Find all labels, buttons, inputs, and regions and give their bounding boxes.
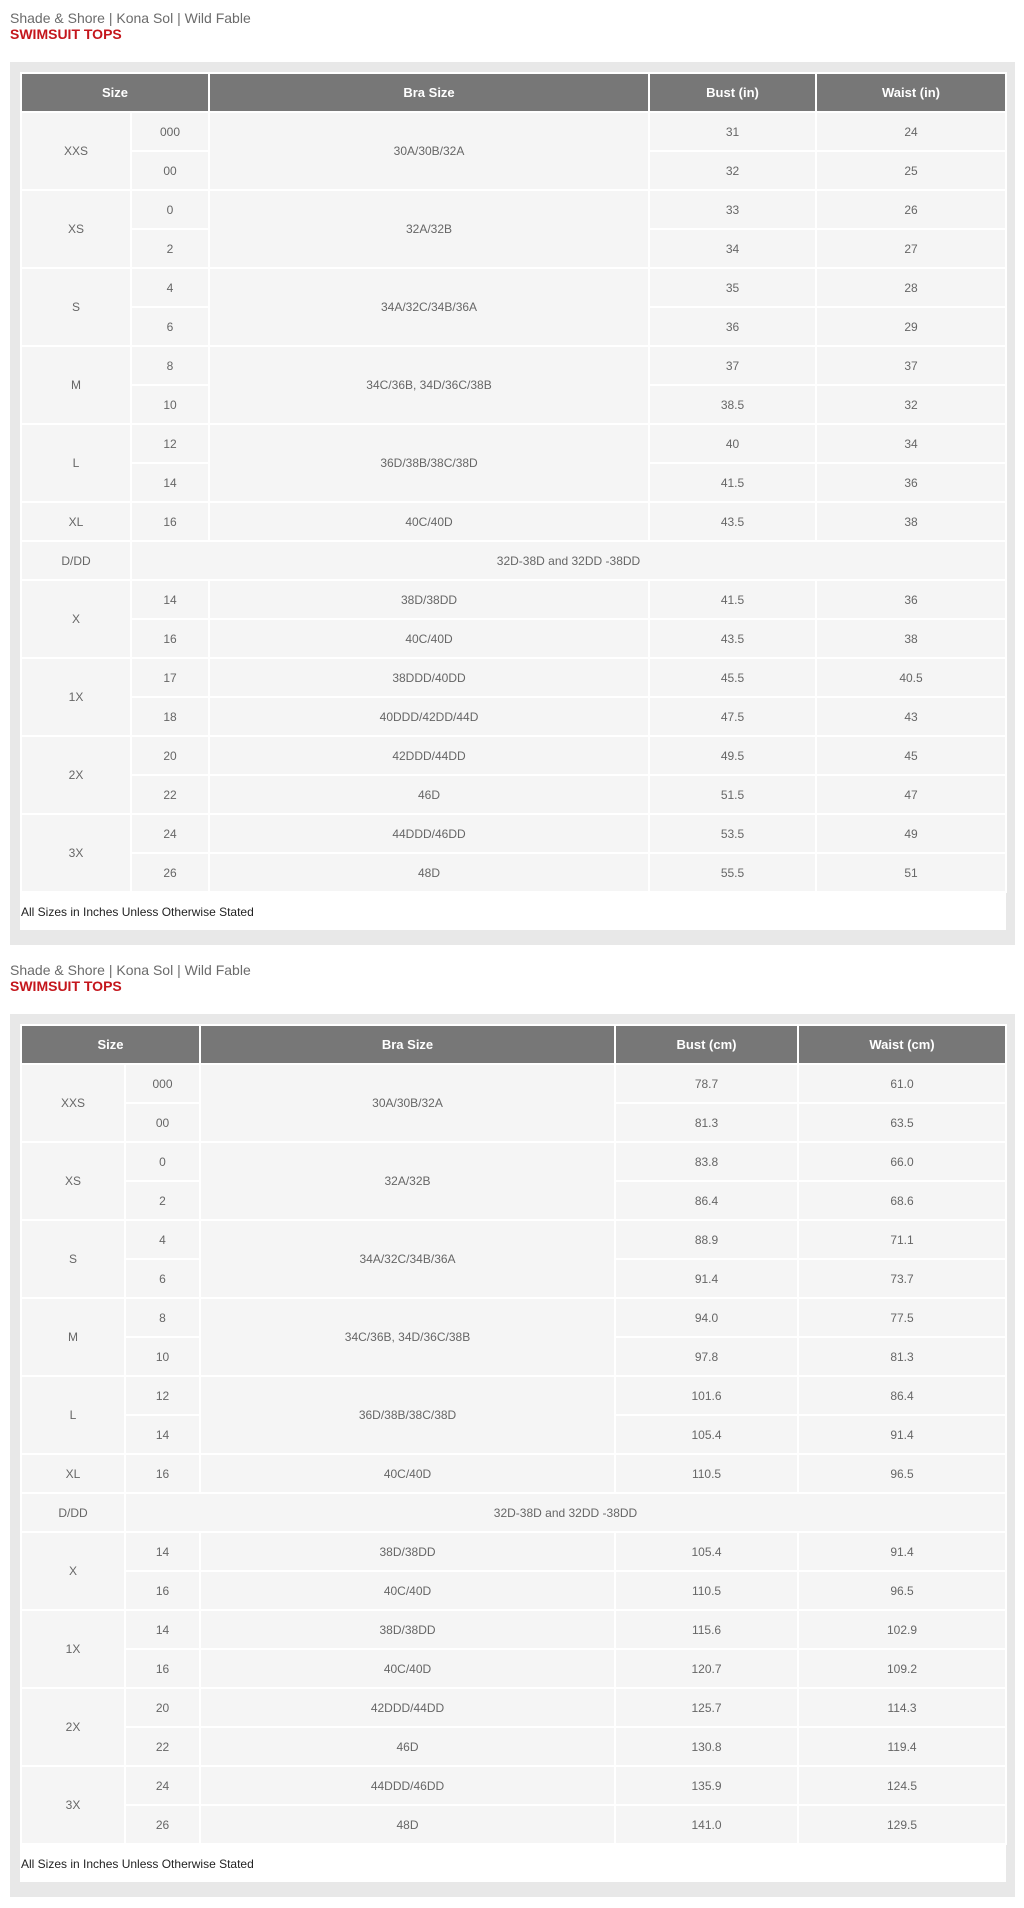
table-row (21, 1766, 1006, 1805)
bra-size: 40DDD/42DD/44D (209, 697, 649, 736)
waist-value: 37 (816, 346, 1006, 385)
bust-value: 40 (649, 424, 816, 463)
table-row (21, 1493, 1006, 1532)
numeric-size: 0 (125, 1142, 200, 1181)
waist-value: 68.6 (798, 1181, 1006, 1220)
size-label: XS (21, 1142, 125, 1220)
size-table (20, 72, 1007, 930)
bust-value: 110.5 (615, 1571, 798, 1610)
size-label: D/DD (21, 541, 131, 580)
header-bra-size: Bra Size (200, 1025, 615, 1064)
numeric-size: 10 (125, 1337, 200, 1376)
numeric-size: 22 (125, 1727, 200, 1766)
bust-value: 49.5 (649, 736, 816, 775)
bust-value: 91.4 (615, 1259, 798, 1298)
table-row (21, 1649, 1006, 1688)
numeric-size: 26 (125, 1805, 200, 1844)
header-bra-size: Bra Size (209, 73, 649, 112)
numeric-size: 8 (131, 346, 209, 385)
numeric-size: 22 (131, 775, 209, 814)
bust-value: 51.5 (649, 775, 816, 814)
bust-value: 31 (649, 112, 816, 151)
numeric-size: 12 (131, 424, 209, 463)
table-row (21, 1805, 1006, 1844)
table-container (20, 72, 1005, 930)
numeric-size: 6 (125, 1259, 200, 1298)
bust-value: 35 (649, 268, 816, 307)
waist-value: 96.5 (798, 1454, 1006, 1493)
waist-value: 40.5 (816, 658, 1006, 697)
units-note: All Sizes in Inches Unless Otherwise Stated (21, 892, 1006, 930)
numeric-size: 12 (125, 1376, 200, 1415)
bra-size: 38D/38DD (209, 580, 649, 619)
waist-value: 47 (816, 775, 1006, 814)
table-row (21, 619, 1006, 658)
numeric-size: 16 (125, 1571, 200, 1610)
bra-size: 38DDD/40DD (209, 658, 649, 697)
numeric-size: 000 (131, 112, 209, 151)
bust-value: 141.0 (615, 1805, 798, 1844)
numeric-size: 16 (131, 619, 209, 658)
numeric-size: 0 (131, 190, 209, 229)
bra-size: 42DDD/44DD (200, 1688, 615, 1727)
bra-size: 46D (200, 1727, 615, 1766)
numeric-size: 14 (125, 1532, 200, 1571)
size-label: X (21, 580, 131, 658)
size-label: 3X (21, 814, 131, 892)
size-label: S (21, 268, 131, 346)
size-table-body (21, 1064, 1006, 1882)
size-label: 3X (21, 1766, 125, 1844)
waist-value: 63.5 (798, 1103, 1006, 1142)
table-row (21, 541, 1006, 580)
waist-value: 34 (816, 424, 1006, 463)
size-table (20, 1024, 1007, 1882)
bust-value: 83.8 (615, 1142, 798, 1181)
bust-value: 38.5 (649, 385, 816, 424)
bust-value: 135.9 (615, 1766, 798, 1805)
waist-value: 36 (816, 463, 1006, 502)
numeric-size: 4 (125, 1220, 200, 1259)
bra-size: 34A/32C/34B/36A (200, 1220, 615, 1298)
size-label: L (21, 1376, 125, 1454)
units-note: All Sizes in Inches Unless Otherwise Stated (21, 1844, 1006, 1882)
bra-size: 42DDD/44DD (209, 736, 649, 775)
bra-size: 34C/36B, 34D/36C/38B (200, 1298, 615, 1376)
table-row (21, 775, 1006, 814)
bust-value: 120.7 (615, 1649, 798, 1688)
numeric-size: 24 (131, 814, 209, 853)
brand-line: Shade & Shore | Kona Sol | Wild Fable (10, 962, 251, 978)
numeric-size: 26 (131, 853, 209, 892)
size-label: 2X (21, 736, 131, 814)
bust-value: 86.4 (615, 1181, 798, 1220)
size-label: 1X (21, 658, 131, 736)
bust-value: 78.7 (615, 1064, 798, 1103)
bra-size: 36D/38B/38C/38D (200, 1376, 615, 1454)
bust-value: 55.5 (649, 853, 816, 892)
numeric-size: 14 (125, 1610, 200, 1649)
waist-value: 38 (816, 502, 1006, 541)
bra-size: 30A/30B/32A (209, 112, 649, 190)
bust-value: 101.6 (615, 1376, 798, 1415)
waist-value: 73.7 (798, 1259, 1006, 1298)
numeric-size: 14 (131, 580, 209, 619)
fit-range: 32D-38D and 32DD -38DD (131, 541, 1006, 580)
waist-value: 91.4 (798, 1415, 1006, 1454)
table-frame (10, 62, 1015, 945)
size-chart-inches (10, 10, 1015, 945)
waist-value: 129.5 (798, 1805, 1006, 1844)
numeric-size: 24 (125, 1766, 200, 1805)
note-row (21, 1844, 1006, 1882)
bra-size: 34C/36B, 34D/36C/38B (209, 346, 649, 424)
header-size: Size (21, 1025, 200, 1064)
bra-size: 38D/38DD (200, 1610, 615, 1649)
table-row (21, 697, 1006, 736)
waist-value: 124.5 (798, 1766, 1006, 1805)
size-label: XXS (21, 1064, 125, 1142)
table-row (21, 580, 1006, 619)
bust-value: 88.9 (615, 1220, 798, 1259)
bust-value: 36 (649, 307, 816, 346)
fit-range: 32D-38D and 32DD -38DD (125, 1493, 1006, 1532)
bust-value: 43.5 (649, 619, 816, 658)
header-size: Size (21, 73, 209, 112)
waist-value: 29 (816, 307, 1006, 346)
size-label: 1X (21, 1610, 125, 1688)
waist-value: 38 (816, 619, 1006, 658)
header-bust: Bust (in) (649, 73, 816, 112)
numeric-size: 2 (131, 229, 209, 268)
table-row (21, 814, 1006, 853)
numeric-size: 00 (131, 151, 209, 190)
header-row (21, 1025, 1006, 1064)
waist-value: 86.4 (798, 1376, 1006, 1415)
bust-value: 32 (649, 151, 816, 190)
table-row (21, 736, 1006, 775)
header-waist: Waist (in) (816, 73, 1006, 112)
bust-value: 53.5 (649, 814, 816, 853)
numeric-size: 16 (125, 1454, 200, 1493)
table-row (21, 1727, 1006, 1766)
bust-value: 37 (649, 346, 816, 385)
waist-value: 36 (816, 580, 1006, 619)
bust-value: 47.5 (649, 697, 816, 736)
numeric-size: 4 (131, 268, 209, 307)
header-bust: Bust (cm) (615, 1025, 798, 1064)
size-label: XS (21, 190, 131, 268)
waist-value: 81.3 (798, 1337, 1006, 1376)
bra-size: 44DDD/46DD (200, 1766, 615, 1805)
note-row (21, 892, 1006, 930)
table-row (21, 1688, 1006, 1727)
waist-value: 32 (816, 385, 1006, 424)
table-row (21, 424, 1006, 463)
table-frame (10, 1014, 1015, 1897)
size-label: X (21, 1532, 125, 1610)
waist-value: 71.1 (798, 1220, 1006, 1259)
waist-value: 96.5 (798, 1571, 1006, 1610)
numeric-size: 000 (125, 1064, 200, 1103)
numeric-size: 20 (125, 1688, 200, 1727)
bust-value: 41.5 (649, 580, 816, 619)
bra-size: 48D (200, 1805, 615, 1844)
numeric-size: 20 (131, 736, 209, 775)
bust-value: 45.5 (649, 658, 816, 697)
table-row (21, 1610, 1006, 1649)
bust-value: 130.8 (615, 1727, 798, 1766)
table-row (21, 190, 1006, 229)
size-table-body (21, 112, 1006, 930)
table-row (21, 346, 1006, 385)
table-row (21, 1220, 1006, 1259)
waist-value: 24 (816, 112, 1006, 151)
bust-value: 81.3 (615, 1103, 798, 1142)
table-row (21, 853, 1006, 892)
chart-title: SWIMSUIT TOPS (10, 978, 122, 994)
numeric-size: 17 (131, 658, 209, 697)
header-waist: Waist (cm) (798, 1025, 1006, 1064)
table-container (20, 1024, 1005, 1882)
table-row (21, 1571, 1006, 1610)
numeric-size: 6 (131, 307, 209, 346)
size-label: XXS (21, 112, 131, 190)
numeric-size: 18 (131, 697, 209, 736)
bra-size: 46D (209, 775, 649, 814)
numeric-size: 00 (125, 1103, 200, 1142)
waist-value: 45 (816, 736, 1006, 775)
numeric-size: 2 (125, 1181, 200, 1220)
table-row (21, 1454, 1006, 1493)
header-row (21, 73, 1006, 112)
numeric-size: 14 (131, 463, 209, 502)
bust-value: 43.5 (649, 502, 816, 541)
bra-size: 40C/40D (200, 1571, 615, 1610)
waist-value: 28 (816, 268, 1006, 307)
table-row (21, 1142, 1006, 1181)
table-row (21, 658, 1006, 697)
bra-size: 40C/40D (200, 1454, 615, 1493)
waist-value: 43 (816, 697, 1006, 736)
waist-value: 51 (816, 853, 1006, 892)
size-label: D/DD (21, 1493, 125, 1532)
table-row (21, 268, 1006, 307)
size-chart-cm (10, 962, 1015, 1897)
chart-title: SWIMSUIT TOPS (10, 26, 122, 42)
waist-value: 77.5 (798, 1298, 1006, 1337)
size-label: XL (21, 1454, 125, 1493)
table-row (21, 502, 1006, 541)
waist-value: 61.0 (798, 1064, 1006, 1103)
bust-value: 105.4 (615, 1532, 798, 1571)
size-label: M (21, 346, 131, 424)
bra-size: 32A/32B (209, 190, 649, 268)
size-label: S (21, 1220, 125, 1298)
waist-value: 49 (816, 814, 1006, 853)
numeric-size: 14 (125, 1415, 200, 1454)
numeric-size: 16 (131, 502, 209, 541)
bra-size: 40C/40D (209, 502, 649, 541)
waist-value: 91.4 (798, 1532, 1006, 1571)
waist-value: 26 (816, 190, 1006, 229)
size-label: L (21, 424, 131, 502)
waist-value: 114.3 (798, 1688, 1006, 1727)
bra-size: 32A/32B (200, 1142, 615, 1220)
bra-size: 40C/40D (209, 619, 649, 658)
numeric-size: 16 (125, 1649, 200, 1688)
bra-size: 48D (209, 853, 649, 892)
bra-size: 30A/30B/32A (200, 1064, 615, 1142)
bust-value: 110.5 (615, 1454, 798, 1493)
size-label: XL (21, 502, 131, 541)
size-label: M (21, 1298, 125, 1376)
table-row (21, 1376, 1006, 1415)
waist-value: 119.4 (798, 1727, 1006, 1766)
bust-value: 125.7 (615, 1688, 798, 1727)
bra-size: 38D/38DD (200, 1532, 615, 1571)
bust-value: 94.0 (615, 1298, 798, 1337)
bra-size: 34A/32C/34B/36A (209, 268, 649, 346)
bra-size: 40C/40D (200, 1649, 615, 1688)
numeric-size: 10 (131, 385, 209, 424)
waist-value: 109.2 (798, 1649, 1006, 1688)
table-row (21, 1532, 1006, 1571)
table-row (21, 1064, 1006, 1103)
bra-size: 44DDD/46DD (209, 814, 649, 853)
bust-value: 34 (649, 229, 816, 268)
waist-value: 66.0 (798, 1142, 1006, 1181)
table-row (21, 1298, 1006, 1337)
bust-value: 105.4 (615, 1415, 798, 1454)
waist-value: 25 (816, 151, 1006, 190)
bust-value: 33 (649, 190, 816, 229)
brand-line: Shade & Shore | Kona Sol | Wild Fable (10, 10, 251, 26)
bust-value: 97.8 (615, 1337, 798, 1376)
waist-value: 27 (816, 229, 1006, 268)
bust-value: 115.6 (615, 1610, 798, 1649)
table-row (21, 112, 1006, 151)
bust-value: 41.5 (649, 463, 816, 502)
bra-size: 36D/38B/38C/38D (209, 424, 649, 502)
size-label: 2X (21, 1688, 125, 1766)
numeric-size: 8 (125, 1298, 200, 1337)
waist-value: 102.9 (798, 1610, 1006, 1649)
